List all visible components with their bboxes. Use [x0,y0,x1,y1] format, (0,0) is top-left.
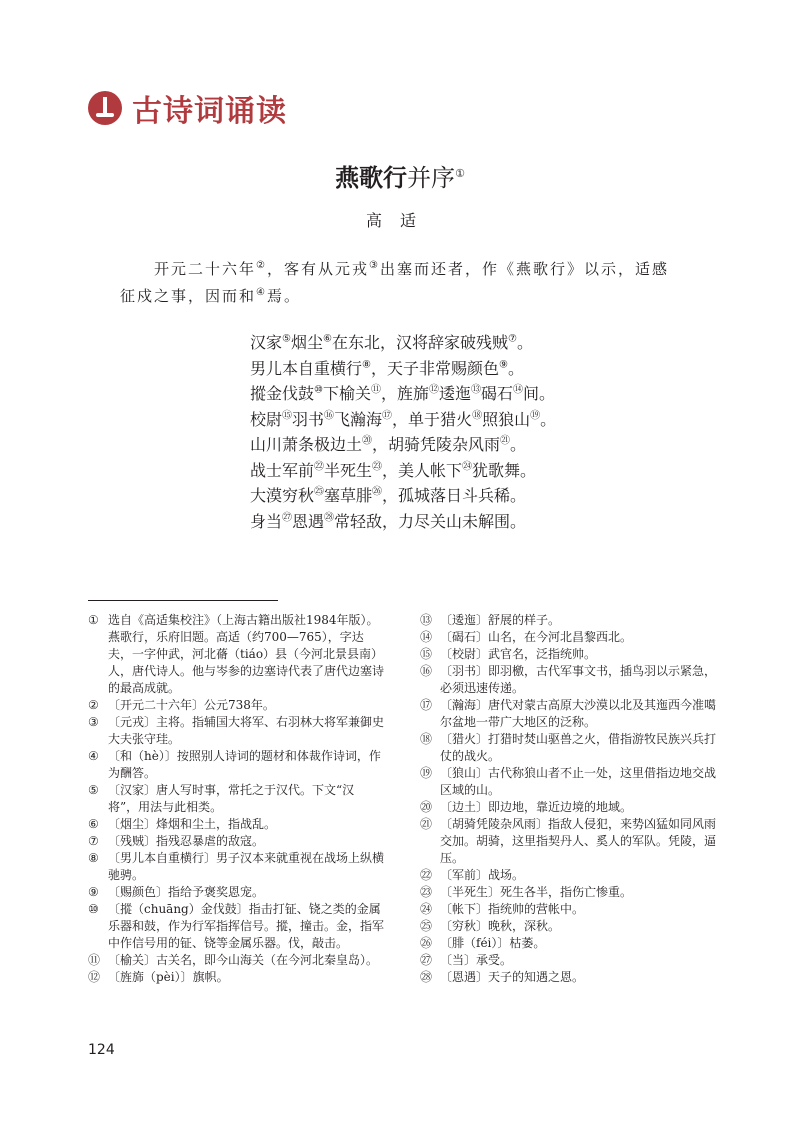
footnote [420,816,716,867]
footnote-number: ㉗ [420,953,433,967]
footnote-text: 〔军前〕战场。 [440,868,525,882]
text-segment: ，天子非常赐颜色 [370,358,499,378]
footnote-marker: ⑥ [323,333,332,345]
footnote-number: ⑪ [88,953,101,967]
poem-line [250,483,556,509]
text-segment: 。 [540,409,557,429]
text-segment: 出塞而还者，作《燕歌行》以示，适感征戍之事，因而和 [120,260,669,305]
footnote-marker: ③ [369,260,380,271]
footnote-text: 〔恩遇〕天子的知遇之恩。 [440,970,585,984]
poem-title-note: ① [455,167,465,180]
footnote-text: 〔瀚海〕唐代对蒙古高原大沙漠以北及其迤西今准噶尔盆地一带广大地区的泛称。 [440,698,717,729]
poem-line [250,509,556,535]
footnote-number: ⑨ [88,885,99,899]
footnote-marker: ② [256,260,267,271]
footnote [420,731,716,765]
footnote-number: ⑥ [88,817,99,831]
poem-preface [120,256,682,310]
section-title: 古诗词诵读 [132,94,287,129]
footnote [420,952,716,969]
footnote-number: ㉓ [420,885,433,899]
footnote-number: ② [88,698,99,712]
footnote-number: ⑳ [420,800,433,814]
text-segment: 烟尘 [290,333,323,352]
footnote-number: ⑧ [88,851,99,865]
footnote-number: ㉑ [420,817,433,831]
book-stand-icon [88,91,122,125]
footnote-text: 〔校尉〕武官名，泛指统帅。 [440,647,597,661]
footnote-number: ⑮ [420,647,433,661]
text-segment: 开元二十六年 [154,260,257,278]
poem-title-sub: 并序 [407,164,456,192]
footnote-marker: ⑰ [382,410,393,422]
footnote [88,969,384,986]
footnote-text: 选自《高适集校注》（上海古籍出版社1984年版）。燕歌行，乐府旧题。高适（约700—765），字达夫，一字仲武，河北蓨（tiáo）县（今河北景县南）人，唐代诗人。他与岑参的边塞诗代表了唐代边塞诗的最高成就。 [108,613,385,695]
footnote-text: 〔和（hè）〕按照别人诗词的题材和体裁作诗词，作为酬答。 [108,749,381,780]
footnote-number: ⑫ [88,970,101,984]
footnote-marker: ⑫ [429,384,440,396]
text-segment: 间。 [523,384,556,403]
footnote-text: 〔狼山〕古代称狼山者不止一处，这里借指边地交战区域的山。 [440,766,717,797]
footnote-marker: ㉑ [500,435,511,447]
footnote-text: 〔穷秋〕晚秋，深秋。 [440,919,561,933]
footnote-text: 〔男儿本自重横行〕男子汉本来就重视在战场上纵横驰骋。 [108,851,385,882]
footnote [420,969,716,986]
footnote-text: 〔摐（chuāng）金伐鼓〕指击打钲、铙之类的金属乐器和鼓，作为行军指挥信号。摐，撞击。金，指军中作信号用的钲、铙等金属乐器。伐，敲击。 [108,902,385,950]
footnote-number: ㉒ [420,868,433,882]
footnote-marker: ⑧ [362,359,371,371]
text-segment: ，孤城落日斗兵稀。 [382,486,527,505]
text-segment: 。 [510,435,527,454]
footnote-number: ⑦ [88,834,99,848]
footnote-number: ㉖ [420,936,433,950]
footnote [420,799,716,816]
text-segment: 照狼山 [482,409,531,429]
text-segment: ，胡骑凭陵杂风雨 [372,435,501,454]
footnote-marker: ⑱ [472,410,483,422]
footnote [88,901,384,952]
poem-body [250,330,556,534]
text-segment: 半死生 [324,460,373,480]
footnote-text: 〔碣石〕山名，在今河北昌黎西北。 [440,630,633,644]
footnote-number: ⑱ [420,732,433,746]
text-segment: ，美人帐下 [382,460,463,480]
footnote-text: 〔旌旆（pèi）〕旗帜。 [108,970,229,984]
footnote-text: 〔汉家〕唐人写时事，常托之于汉代。下文“汉将”，用法与此相类。 [108,783,355,814]
text-segment: 男儿本自重横行 [250,358,363,378]
text-segment: 山川萧条极边土 [250,435,363,454]
footnote-text: 〔胡骑凭陵杂风雨〕指敌人侵犯，来势凶猛如同风雨交加。胡骑，这里指契丹人、奚人的军队。凭陵，逼压。 [440,817,717,865]
footnote [420,884,716,901]
footnote [420,765,716,799]
footnote-text: 〔残贼〕指残忍暴虐的敌寇。 [108,834,265,848]
text-segment: 羽书 [292,409,325,429]
poem-title [0,158,800,193]
footnote [420,612,716,629]
text-segment: 校尉 [250,409,283,429]
footnote-marker: ⑮ [282,410,293,422]
footnote [420,646,716,663]
footnote-marker: ⑲ [530,410,541,422]
footnote [420,629,716,646]
footnote [88,612,384,697]
footnotes-left-column [88,612,384,986]
footnote-marker: ㉖ [372,486,383,498]
footnote-number: ⑰ [420,698,433,712]
poem-title-main: 燕歌行 [335,163,408,192]
footnote-marker: ㉕ [314,486,325,498]
footnote-marker: ⑯ [324,410,335,422]
footnote-text: 〔当〕承受。 [440,953,513,967]
poem-line [250,432,556,458]
poem-line [250,356,556,382]
footnotes-right-column [420,612,716,986]
footnote-marker: ⑳ [362,435,373,447]
page-number: 124 [88,1042,115,1058]
text-segment: 在东北，汉将辞家破残贼 [331,333,508,352]
text-segment: 焉。 [266,287,301,305]
footnote-text: 〔开元二十六年〕公元738年。 [108,698,275,712]
text-segment: 逶迤 [439,384,472,403]
footnote-marker: ⑤ [282,333,291,345]
footnote-marker: ⑦ [507,333,517,345]
footnote-text: 〔腓（féi）〕枯萎。 [440,936,546,950]
text-segment: 恩遇 [292,511,325,531]
footnote [88,850,384,884]
footnote-marker: ⑭ [513,384,524,396]
text-segment: 常轻敌，力尽关山未解围。 [334,511,527,531]
footnote-marker: ㉔ [462,461,473,473]
footnote [88,748,384,782]
text-segment: 。 [516,333,533,352]
footnote-number: ① [88,613,99,627]
text-segment: ，旌旆 [381,384,430,403]
text-segment: 战士军前 [250,460,315,480]
footnote-marker: ㉗ [282,512,293,524]
footnote [420,867,716,884]
footnote-text: 〔猎火〕打猎时焚山驱兽之火，借指游牧民族兴兵打仗的战火。 [440,732,717,763]
poem-line [250,458,556,484]
footnote-marker: ⑨ [499,359,508,371]
text-segment: 。 [507,358,524,378]
footnote-number: ⑤ [88,783,99,797]
footnote-text: 〔羽书〕即羽檄，古代军事文书，插鸟羽以示紧急，必须迅速传递。 [440,664,717,695]
footnote-text: 〔帐下〕指统帅的营帐中。 [440,902,585,916]
text-segment: 犹歌舞。 [472,460,537,480]
text-segment: 身当 [250,511,283,531]
footnote-text: 〔元戎〕主将。指辅国大将军、右羽林大将军兼御史大夫张守珪。 [108,715,385,746]
footnote-text: 〔榆关〕古关名，即今山海关（在今河北秦皇岛）。 [108,953,379,967]
footnote-text: 〔烟尘〕烽烟和尘土，指战乱。 [108,817,277,831]
text-segment: 下榆关 [322,384,371,403]
footnote [88,697,384,714]
poem-line [250,381,556,407]
footnote [88,816,384,833]
footnote-text: 〔赐颜色〕指给予褒奖恩宠。 [108,885,265,899]
footnote-marker: ⑪ [371,384,381,396]
poem-line [250,330,556,356]
footnote-number: ㉕ [420,919,433,933]
footnote-number: ④ [88,749,99,763]
footnote [420,935,716,952]
footnote-number: ㉘ [420,970,433,984]
footnote-marker: ④ [256,287,267,298]
footnote-marker: ㉒ [314,461,325,473]
footnote-text: 〔半死生〕死生各半，指伤亡惨重。 [440,885,633,899]
footnote [88,782,384,816]
footnote-marker: ⑩ [314,384,323,396]
footnote [88,714,384,748]
text-segment: 飞瀚海 [334,409,383,429]
footnote-number: ⑭ [420,630,433,644]
footnote-number: ⑯ [420,664,433,678]
footnote [420,918,716,935]
footnote [420,663,716,697]
text-segment: ，客有从元戎 [266,260,369,278]
footnote-number: ③ [88,715,99,729]
footnote-number: ⑩ [88,902,99,916]
footnote [88,952,384,969]
poem-line [250,407,556,433]
footnote-number: ㉔ [420,902,433,916]
footnote [88,884,384,901]
footnote-text: 〔逶迤〕舒展的样子。 [440,613,561,627]
footnote-text: 〔边土〕即边地，靠近边境的地域。 [440,800,633,814]
text-segment: 塞草腓 [324,486,373,505]
section-header [88,86,287,130]
text-segment: 碣石 [481,384,514,403]
text-segment: 大漠穷秋 [250,486,315,505]
footnote [420,697,716,731]
text-segment: 汉家 [250,333,283,352]
footnote-marker: ⑬ [471,384,482,396]
footnote-divider [88,600,278,601]
footnote [88,833,384,850]
footnote-marker: ㉓ [372,461,383,473]
text-segment: ，单于猎火 [392,409,473,429]
footnote-marker: ㉘ [324,512,335,524]
footnote [420,901,716,918]
poem-author: 高适 [365,211,434,230]
footnote-number: ⑲ [420,766,433,780]
footnote-number: ⑬ [420,613,433,627]
text-segment: 摐金伐鼓 [250,384,315,403]
